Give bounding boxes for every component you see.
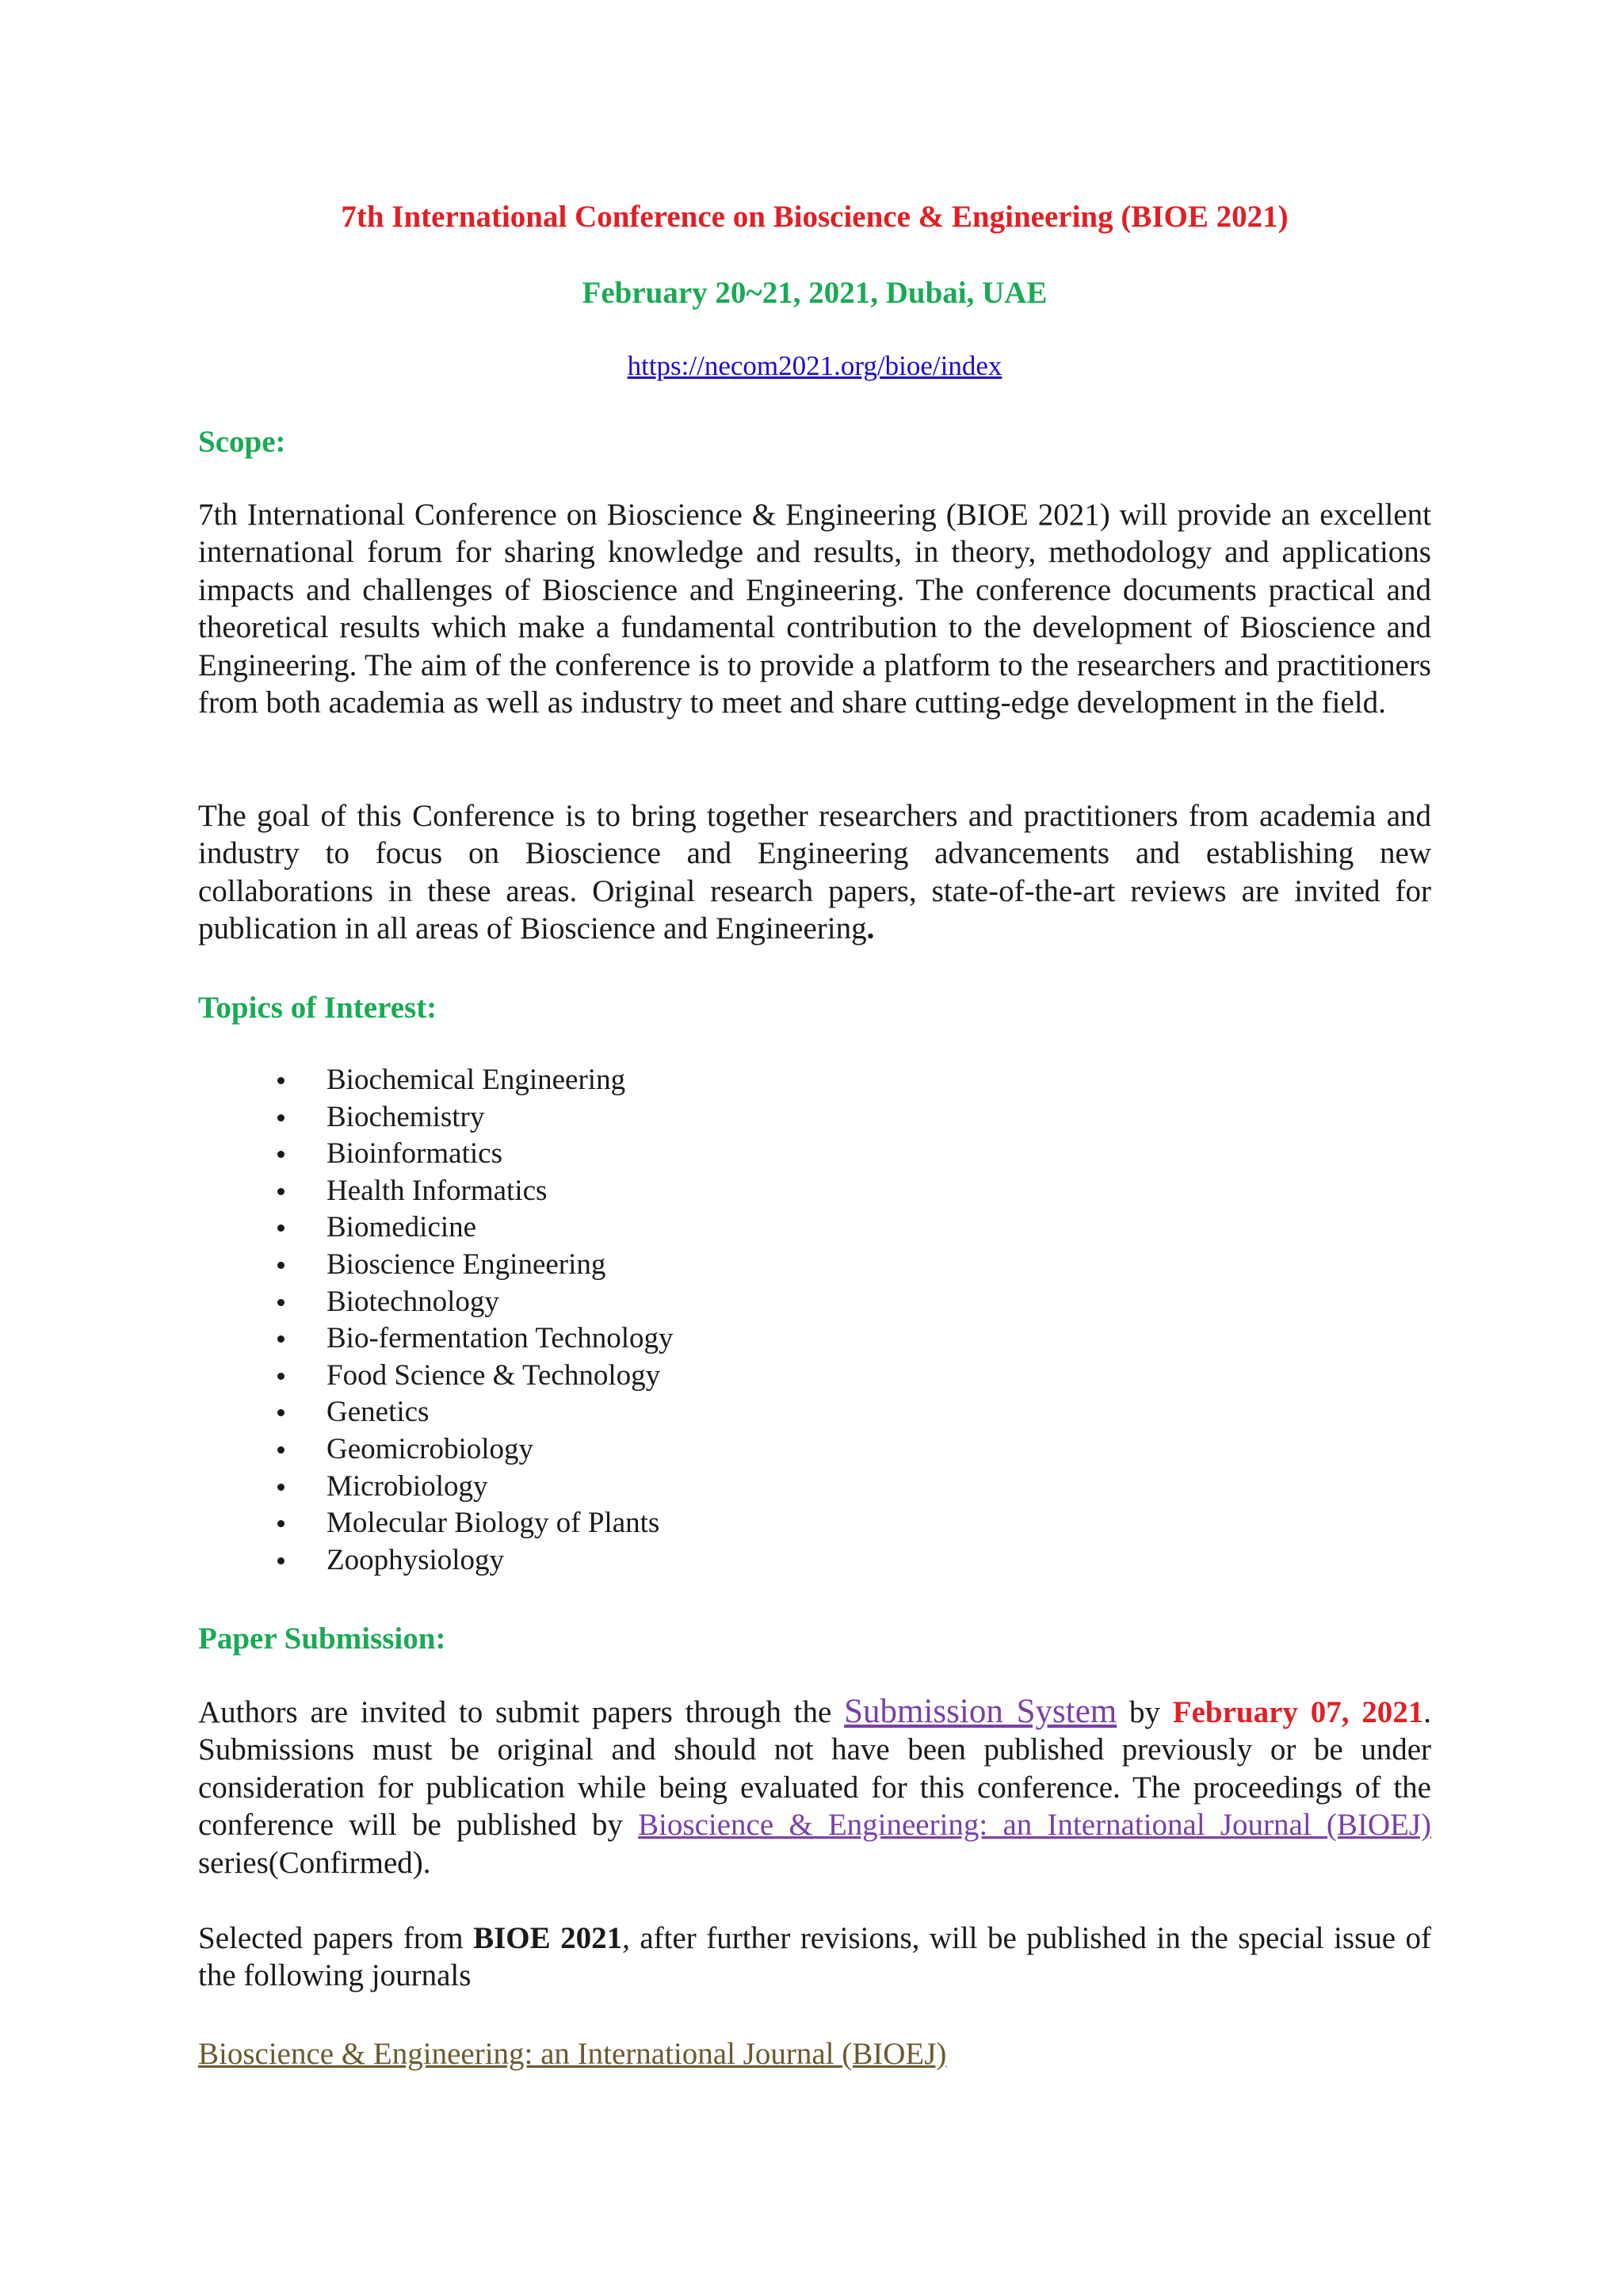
list-item [198, 1469, 674, 1506]
list-item [198, 1505, 674, 1542]
topic-label: Biochemistry [327, 1100, 485, 1133]
submission-text-3: . Submissions must be original and should not have been published previously or be under consideration for publication while being evaluated for this conference. The proceedings of the conference will be published by [198, 1695, 1431, 1843]
topic-label: Molecular Biology of Plants [327, 1507, 660, 1540]
submission-paragraph [198, 1693, 1431, 1881]
topic-label: Biochemical Engineering [327, 1064, 626, 1096]
selected-conference: BIOE 2021 [473, 1921, 623, 1955]
submission-deadline: February 07, 2021 [1172, 1695, 1424, 1729]
list-item [198, 1431, 674, 1469]
special-issue-journal [198, 2035, 1431, 2073]
bullet-icon [277, 1299, 285, 1306]
special-issue-journal-link[interactable]: Bioscience & Engineering: an International Journal (BIOEJ) [198, 2037, 947, 2071]
list-item [198, 1173, 674, 1210]
submission-system-link[interactable]: Submission System [844, 1693, 1117, 1730]
list-item [198, 1099, 674, 1137]
topic-label: Genetics [327, 1396, 430, 1429]
conference-date-location: February 20~21, 2021, Dubai, UAE [582, 276, 1048, 310]
list-item [198, 1542, 674, 1580]
bullet-icon [277, 1446, 285, 1454]
scope-paragraph-2-text: The goal of this Conference is to bring together researchers and practitioners from academia and industry to focus on Bioscience and Engineering advancements and establishing new collaborations in these areas. Original research papers, state-of-the-art reviews are invited for publication in all areas of Bioscience and Engineering [198, 799, 1431, 946]
list-item [198, 1394, 674, 1431]
scope-paragraph-1: 7th International Conference on Bioscience & Engineering (BIOE 2021) will provide an excellent international forum for sharing knowledge and results, in theory, methodology and applications impacts and challenges of Bioscience and Engineering. The conference documents practical and theoretical results which make a fundamental contribution to the development of Bioscience and Engineering. The aim of the conference is to provide a platform to the researchers and practitioners from both academia as well as industry to meet and share cutting-edge development in the field. [198, 498, 1431, 720]
journal-link[interactable]: Bioscience & Engineering: an International Journal (BIOEJ) [638, 1808, 1431, 1843]
topics-heading: Topics of Interest: [198, 991, 437, 1025]
selected-text-1: Selected papers from [198, 1921, 474, 1955]
topic-label: Food Science & Technology [327, 1358, 661, 1392]
topic-label: Health Informatics [327, 1174, 548, 1207]
list-item [198, 1320, 674, 1358]
bullet-icon [277, 1114, 285, 1121]
bullet-icon [277, 1373, 285, 1380]
submission-text-1: Authors are invited to submit papers through the [198, 1695, 845, 1729]
bullet-icon [277, 1077, 285, 1084]
bullet-icon [277, 1188, 285, 1195]
submission-text-4: series(Confirmed). [198, 1845, 431, 1880]
list-item [198, 1247, 674, 1284]
scope-paragraph-2-end: . [866, 911, 875, 946]
scope-heading: Scope: [198, 425, 286, 459]
selected-papers-paragraph [198, 1920, 1431, 1995]
topic-label: Microbiology [327, 1469, 488, 1503]
list-item [198, 1358, 674, 1395]
conference-url-link[interactable]: https://necom2021.org/bioe/index [627, 350, 1002, 381]
list-item [198, 1284, 674, 1321]
bullet-icon [277, 1557, 285, 1564]
topic-label: Zoophysiology [327, 1543, 505, 1576]
list-item [198, 1062, 674, 1099]
bullet-icon [277, 1151, 285, 1158]
scope-paragraph-2 [198, 797, 1431, 948]
conference-title: 7th International Conference on Bioscience & Engineering (BIOE 2021) [341, 200, 1289, 234]
selected-text-2: , after further revisions, will be published in the special issue of the following journals [198, 1921, 1432, 1993]
topic-label: Geomicrobiology [327, 1432, 534, 1465]
topic-label: Biotechnology [327, 1285, 499, 1318]
conference-url [198, 349, 1431, 384]
bullet-icon [277, 1520, 285, 1527]
topic-label: Bioinformatics [327, 1137, 502, 1171]
topic-label: Bioscience Engineering [327, 1247, 606, 1281]
bullet-icon [277, 1484, 285, 1491]
bullet-icon [277, 1335, 285, 1343]
bullet-icon [277, 1262, 285, 1269]
submission-heading: Paper Submission: [198, 1622, 446, 1656]
bullet-icon [277, 1224, 285, 1232]
bullet-icon [277, 1409, 285, 1416]
submission-text-2: by [1117, 1695, 1173, 1729]
topics-list [198, 1062, 674, 1579]
list-item [198, 1136, 674, 1173]
list-item [198, 1209, 674, 1247]
topic-label: Bio-fermentation Technology [327, 1322, 674, 1355]
topic-label: Biomedicine [327, 1211, 477, 1244]
